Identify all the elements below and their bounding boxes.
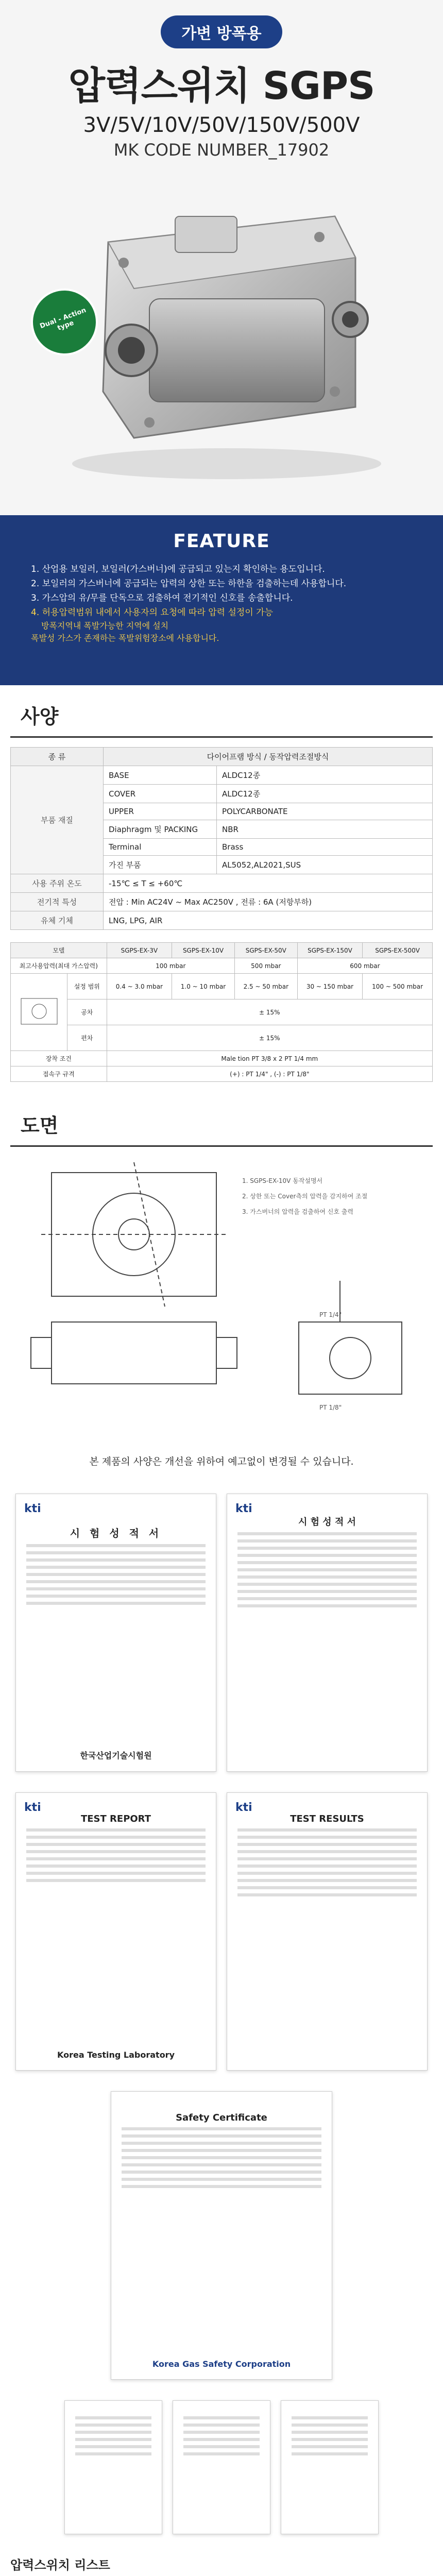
- test-report-en: [15, 1792, 216, 2071]
- feature-section: [0, 515, 443, 685]
- spec-row-value: LNG, LPG, AIR: [104, 911, 433, 930]
- spec-head-left: 종 류: [11, 748, 104, 766]
- connection-value: (+) : PT 1/4" , (-) : PT 1/8": [107, 1066, 432, 1082]
- feature-title: FEATURE: [173, 531, 270, 552]
- small-doc: [173, 2400, 270, 2534]
- doc-org: 한국산업기술시험원: [80, 1751, 152, 1760]
- deviation-label: 편차: [67, 1025, 107, 1051]
- part-name: Diaphragm 및 PACKING: [104, 820, 217, 839]
- doc-title: Safety Certificate: [176, 2112, 267, 2123]
- model-name: SGPS-EX-10V: [172, 943, 235, 958]
- tolerance-value: ± 15%: [107, 999, 432, 1025]
- certificates-row-2: [0, 1782, 443, 2081]
- feature-list: [31, 562, 412, 620]
- deviation-value: ± 15%: [107, 1025, 432, 1051]
- drawing-note: 2. 상한 또는 Cover측의 압력을 감지하여 조절: [242, 1193, 368, 1200]
- feature-warning-2: 폭발성 가스가 존재하는 폭발위험장소에 사용합니다.: [31, 633, 219, 643]
- drawing-note: 1. SGPS-EX-10V 동작설명서: [242, 1177, 323, 1184]
- mount-label: 장착 조건: [11, 1051, 107, 1066]
- connection-label: 접속구 규격: [11, 1066, 107, 1082]
- part-value: NBR: [217, 820, 433, 839]
- max-pressure-label: 최고사용압력(최대 가스압력): [11, 958, 107, 974]
- drawing-thumb-icon: [16, 988, 62, 1035]
- feature-item: 2. 보일러의 가스버너에 공급되는 압력의 상한 또는 하한을 검출하는데 사용합니다.: [31, 579, 347, 589]
- max-pressure-value: 600 mbar: [297, 958, 432, 974]
- spec-row-value: 전압 : Min AC24V ~ Max AC250V , 전류 : 6A (저항부하): [104, 893, 433, 911]
- drawing-thumb: [11, 974, 67, 1051]
- doc-title: 시 험 성 적 서: [70, 1527, 162, 1539]
- doc-title: TEST RESULTS: [290, 1814, 364, 1824]
- part-value: Brass: [217, 839, 433, 856]
- mount-value: Male tion PT 3/8 x 2 PT 1/4 mm: [107, 1051, 432, 1066]
- spec-section-title: 사양: [10, 685, 433, 738]
- part-name: BASE: [104, 766, 217, 785]
- spec-head-right: 다이어프램 방식 / 동작압력조절방식: [104, 748, 433, 766]
- model-name: SGPS-EX-3V: [107, 943, 172, 958]
- feature-item: 3. 가스압의 유/무를 단독으로 검출하여 전기적인 신호를 송출합니다.: [31, 593, 293, 603]
- port-label-a: PT 1/4": [319, 1311, 342, 1318]
- part-value: ALDC12종: [217, 766, 433, 785]
- model-name: SGPS-EX-500V: [363, 943, 433, 958]
- spec-row-label: 사용 주위 온도: [11, 874, 104, 893]
- model-name: SGPS-EX-50V: [234, 943, 297, 958]
- part-value: ALDC12종: [217, 785, 433, 803]
- max-pressure-value: 100 mbar: [107, 958, 234, 974]
- action-type-badge: Dual - Action type: [22, 279, 108, 365]
- feature-warning-1: 방폭지역내 폭발가능한 지역에 설치: [41, 621, 169, 631]
- product-subtitle: 3V/5V/10V/50V/150V/500V: [83, 113, 360, 137]
- range-value: 0.4 ~ 3.0 mbar: [107, 974, 172, 999]
- small-doc: [281, 2400, 379, 2534]
- product-title: 압력스위치 SGPS: [68, 64, 375, 108]
- doc-org: Korea Gas Safety Corporation: [152, 2359, 291, 2369]
- spec-row-label: 전기적 특성: [11, 893, 104, 911]
- model-name: SGPS-EX-150V: [297, 943, 362, 958]
- part-name: 가진 부품: [104, 856, 217, 874]
- part-name: UPPER: [104, 803, 217, 820]
- doc-title: 시 험 성 적 서: [298, 1517, 356, 1528]
- test-results-en: [227, 1792, 428, 2071]
- doc-title: TEST REPORT: [80, 1814, 151, 1824]
- spec-change-note: 본 제품의 사양은 개선을 위하여 예고없이 변경될 수 있습니다.: [89, 1456, 354, 1467]
- port-label-b: PT 1/8": [319, 1404, 342, 1411]
- model-label: 모델: [11, 943, 107, 958]
- part-name: Terminal: [104, 839, 217, 856]
- safety-certificate: [111, 2091, 332, 2380]
- max-pressure-value: 500 mbar: [234, 958, 297, 974]
- spec-row-value: -15℃ ≤ T ≤ +60℃: [104, 874, 433, 893]
- hero: [0, 0, 443, 515]
- range-value: 1.0 ~ 10 mbar: [172, 974, 235, 999]
- range-value: 100 ~ 500 mbar: [363, 974, 433, 999]
- test-report-kr-page2: [227, 1494, 428, 1772]
- technical-drawing: [10, 1152, 433, 1440]
- range-value: 2.5 ~ 50 mbar: [234, 974, 297, 999]
- kti-logo: kti: [235, 1502, 252, 1515]
- range-label: 설정 범위: [67, 974, 107, 999]
- product-list-title: 압력스위치 리스트: [10, 2558, 110, 2572]
- drawing-svg: [10, 1152, 433, 1440]
- spec-row-label: 유체 기체: [11, 911, 104, 930]
- certificates-row-4: [0, 2390, 443, 2545]
- feature-item: 1. 산업용 보일러, 보일러(가스버너)에 공급되고 있는지 확인하는 용도입니다.: [31, 564, 325, 574]
- product-code: MK CODE NUMBER_17902: [113, 140, 330, 160]
- kti-logo: kti: [24, 1502, 41, 1515]
- test-report-kr: [15, 1494, 216, 1772]
- part-value: AL5052,AL2021,SUS: [217, 856, 433, 874]
- feature-item: 4. 허용압력범위 내에서 사용자의 요청에 따라 압력 설정이 가능: [31, 607, 273, 618]
- drawing-section-title: 도면: [10, 1094, 433, 1147]
- small-doc: [64, 2400, 162, 2534]
- product-image: [46, 165, 397, 484]
- kti-logo: kti: [24, 1801, 41, 1814]
- certificates-row-1: [0, 1483, 443, 1782]
- tolerance-label: 공차: [67, 999, 107, 1025]
- category-pill: 가변 방폭용: [161, 15, 282, 48]
- spec-table: [10, 747, 433, 930]
- doc-org: Korea Testing Laboratory: [57, 2050, 175, 2060]
- part-name: COVER: [104, 785, 217, 803]
- parts-label: 부품 재질: [11, 766, 104, 874]
- certificates-row-3: [0, 2081, 443, 2390]
- drawing-note: 3. 가스버너의 압력을 검출하여 신호 출력: [242, 1208, 353, 1215]
- kti-logo: kti: [235, 1801, 252, 1814]
- range-value: 30 ~ 150 mbar: [297, 974, 362, 999]
- model-spec-table: [10, 942, 433, 1082]
- part-value: POLYCARBONATE: [217, 803, 433, 820]
